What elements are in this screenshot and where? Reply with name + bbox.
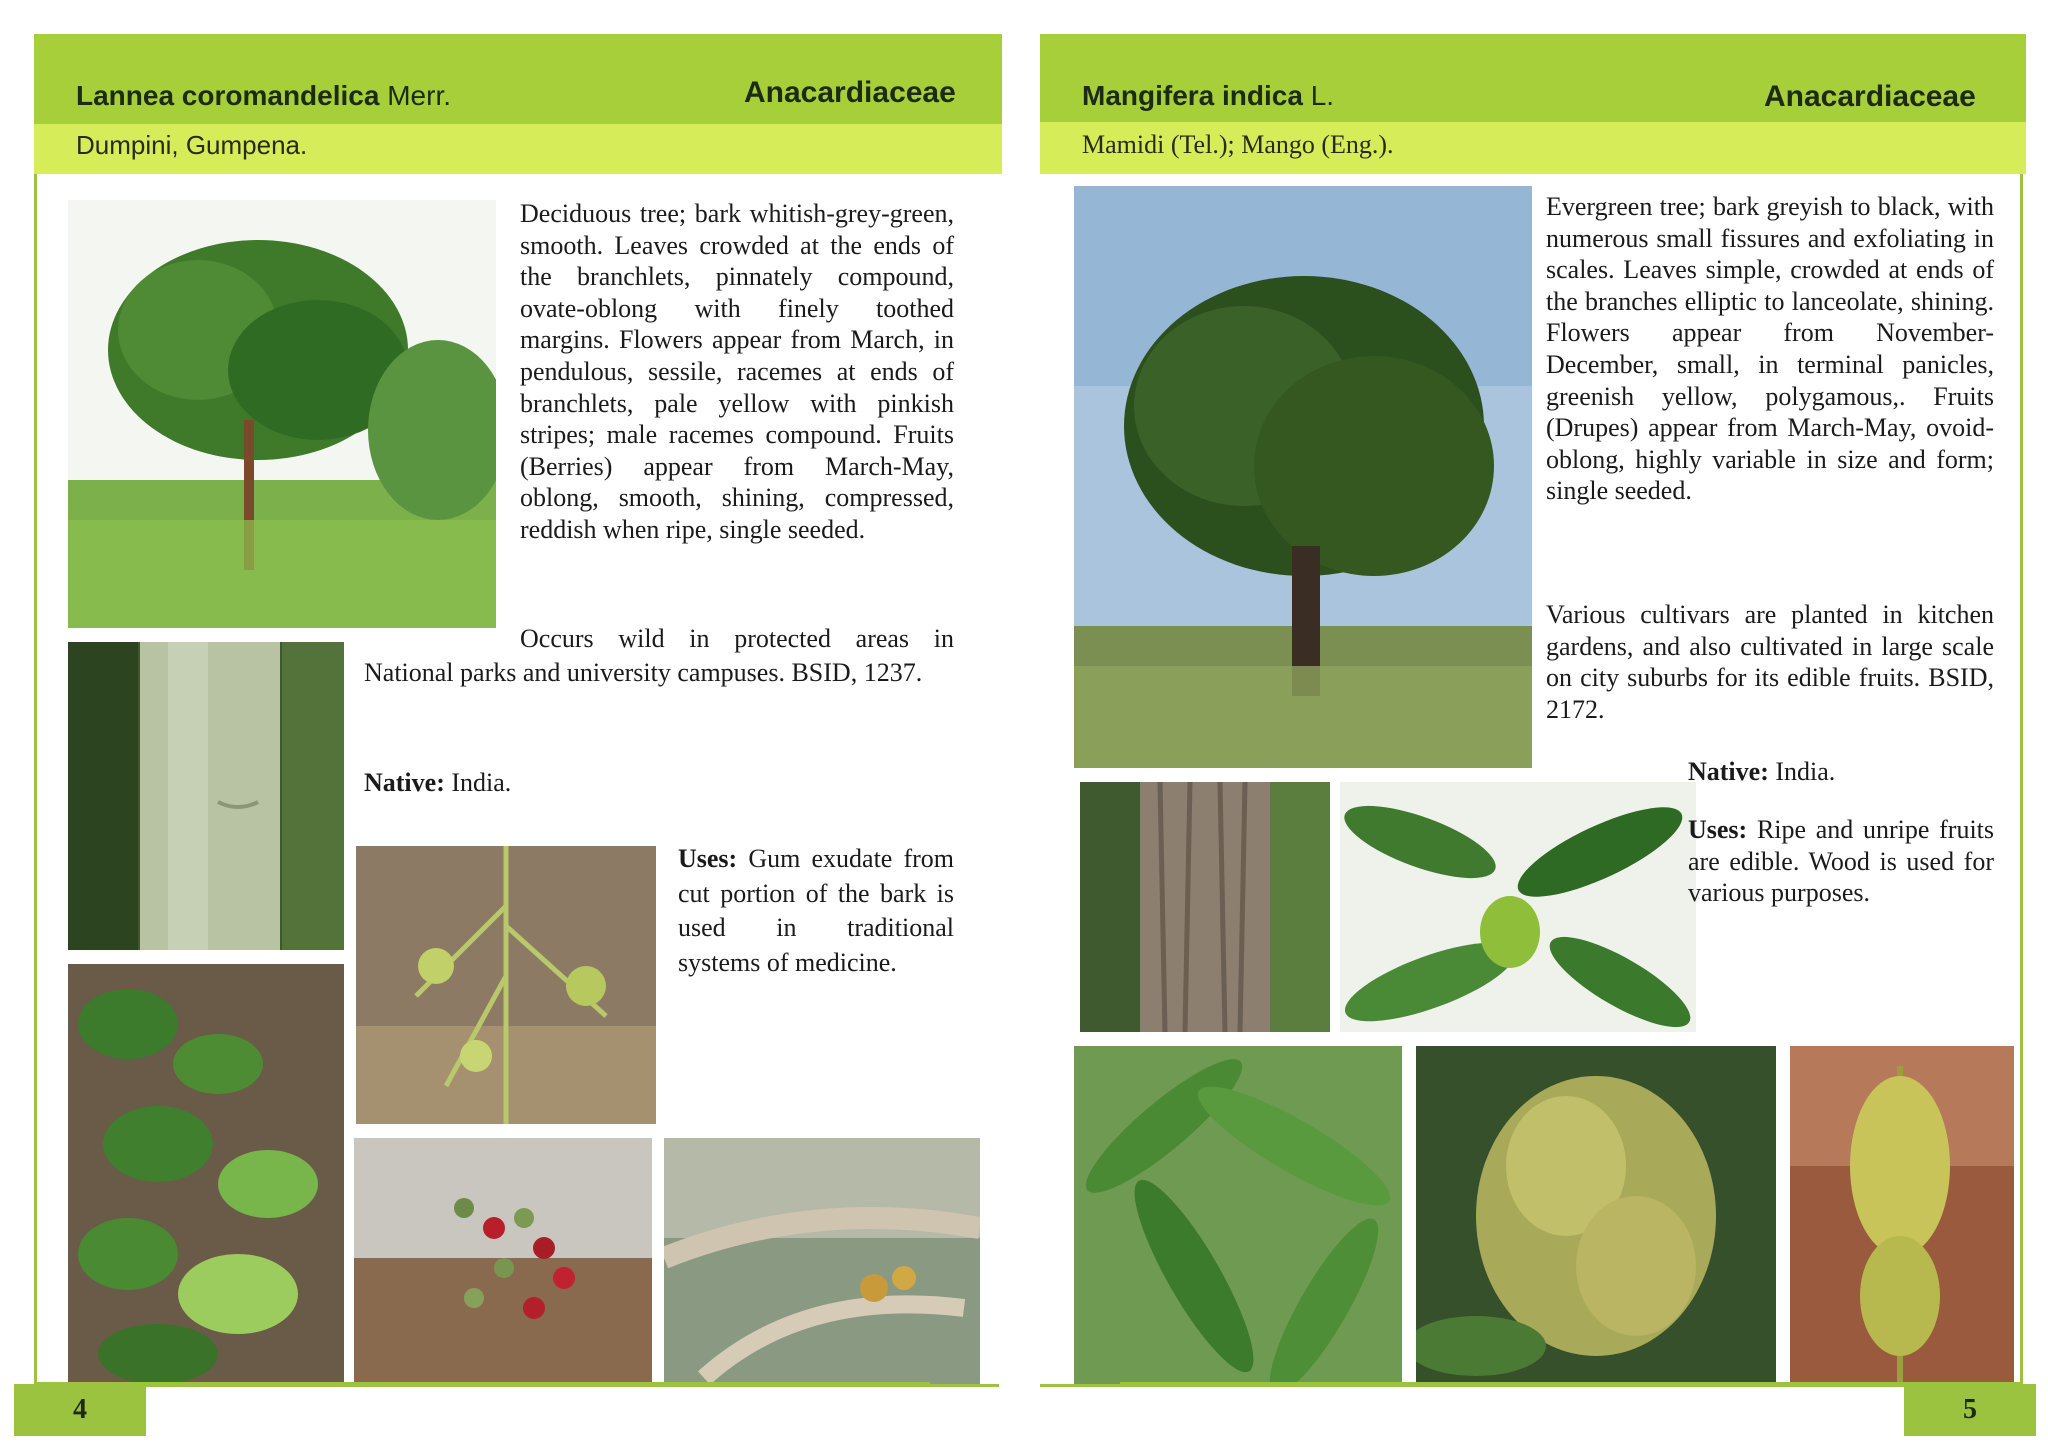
bark-photo: [68, 642, 344, 950]
left-description: Deciduous tree; bark whitish-grey-green, smooth. Leaves crowded at the ends of the branchlets, pinnately compound, ovate-oblong with finely toothed margins. Flowers appear from March, in pendulous, sessile, racemes at ends of branchlets, pale yellow with pinkish stripes; male racemes compound. Fruits (Berries) appear from March-May, oblong, smooth, shining, compressed, reddish when ripe, single seeded.: [520, 199, 954, 544]
right-species-title: Mangifera indica L.: [1082, 80, 1335, 111]
left-occurrence-text: Occurs wild in protected areas in National parks and university campuses. BSID, 1237.: [364, 624, 954, 687]
right-uses-label: Uses:: [1688, 815, 1748, 844]
left-uses-value: Gum exudate from cut portion of the bark is used in traditional systems of medicine.: [678, 844, 955, 977]
right-uses-value: Ripe and unripe fruits are edible. Wood is used for various purposes.: [1688, 815, 1995, 908]
leaves-photo: [68, 964, 344, 1384]
right-native-value: India.: [1775, 757, 1836, 786]
right-native-label: Native:: [1688, 757, 1769, 786]
right-family-name: Anacardiaceae: [1764, 80, 1976, 113]
right-occurrence: Various cultivars are planted in kitchen gardens, and also cultivated in large scale on city suburbs for its edible fruits. BSID, 2172.: [1546, 600, 1994, 724]
berries-photo: [354, 1138, 652, 1384]
right-common-names: Mamidi (Tel.); Mango (Eng.).: [1082, 130, 1394, 159]
right-uses: [1688, 814, 1994, 909]
left-bottom-rule: [34, 1382, 930, 1385]
left-common-names: Dumpini, Gumpena.: [76, 130, 308, 160]
left-species-title: Lannea coromandelica Merr.: [76, 80, 451, 111]
left-native: [364, 767, 954, 799]
mango-bark-photo: [1080, 782, 1330, 1032]
tree-photo: [68, 200, 496, 628]
flower-raceme-photo: [356, 846, 656, 1124]
right-description: Evergreen tree; bark greyish to black, with numerous small fissures and exfoliating in scales. Leaves simple, crowded at ends of the branches elliptic to lanceolate, shining. Flowers appear from November- December, small, in terminal panicles, greenish yellow, polygamous,. Fruits (Drupes) appear from March-May, ovoid-oblong, highly variable in size and form; single seeded.: [1546, 192, 1994, 506]
right-page: [1024, 0, 2048, 1448]
mango-panicle-photo: [1416, 1046, 1776, 1384]
branch-flower-photo: [664, 1138, 980, 1384]
left-page-number: 4: [14, 1384, 146, 1436]
mango-tree-photo: [1074, 186, 1532, 768]
left-family-name: Anacardiaceae: [744, 76, 956, 109]
right-bottom-rule: [1120, 1382, 2020, 1385]
right-native: [1688, 756, 1994, 788]
mango-flower-closeup-photo: [1790, 1046, 2014, 1384]
mango-leaves-photo: [1074, 1046, 1402, 1384]
mango-fruit-photo: [1340, 782, 1696, 1032]
left-uses-label: Uses:: [678, 844, 738, 873]
left-native-value: India.: [451, 768, 512, 797]
left-native-label: Native:: [364, 768, 445, 797]
right-page-number: 5: [1904, 1384, 2036, 1436]
left-uses: [678, 842, 954, 980]
